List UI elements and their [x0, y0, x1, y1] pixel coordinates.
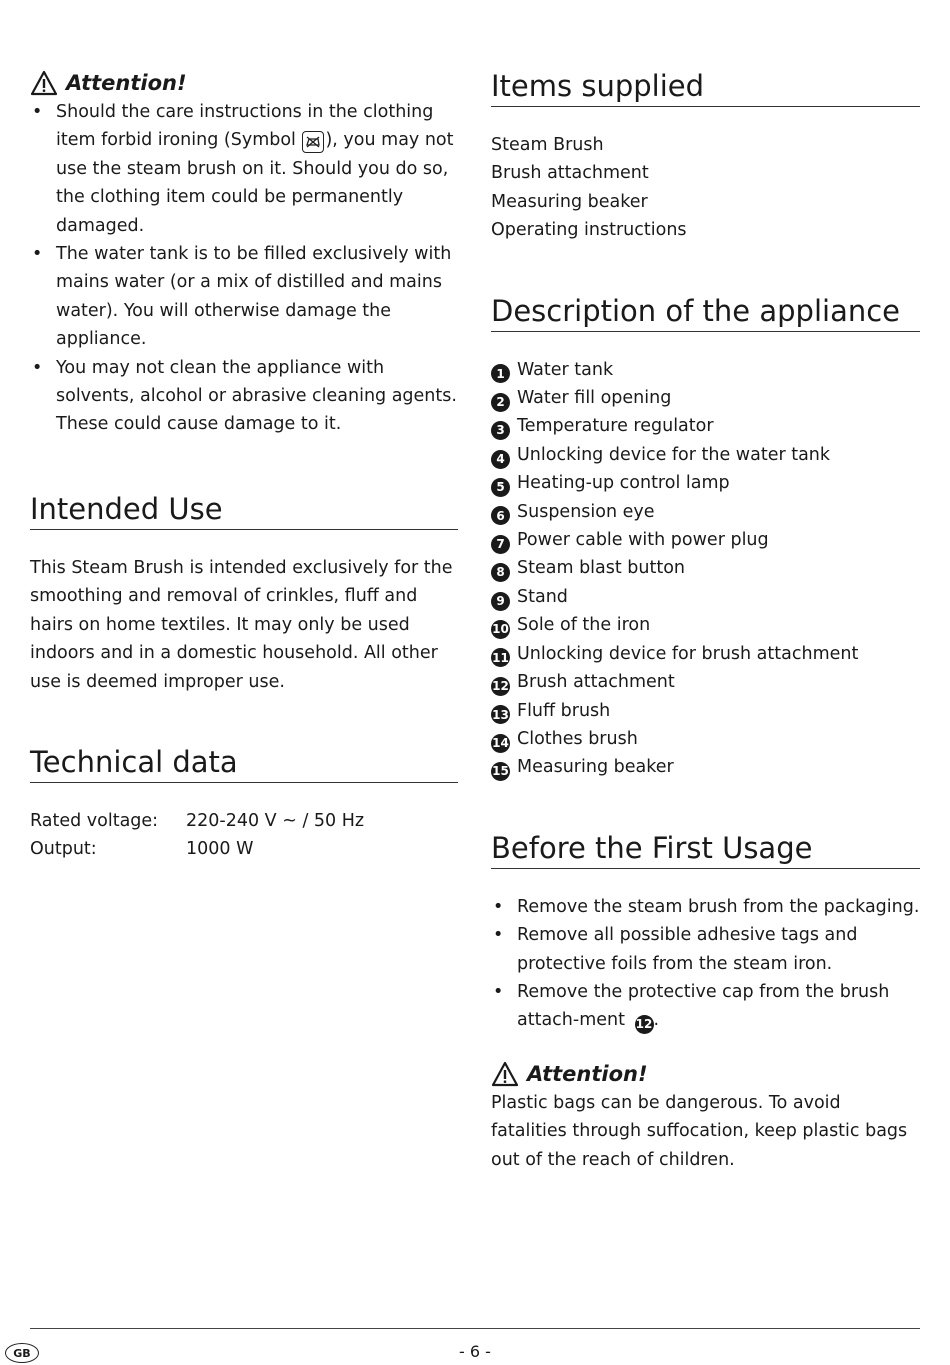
- list-item: • Remove the steam brush from the packaging.: [491, 893, 920, 921]
- number-badge: 13: [491, 705, 510, 724]
- list-item: [491, 583, 920, 611]
- list-item: Measuring beaker: [491, 191, 648, 212]
- part-label: Sole of the iron: [517, 615, 651, 636]
- first-usage-heading: Before the First Usage: [491, 830, 920, 869]
- part-label: Stand: [517, 586, 568, 607]
- number-badge: 1: [491, 364, 510, 383]
- part-label: Measuring beaker: [517, 757, 674, 778]
- part-label: Temperature regulator: [517, 416, 714, 437]
- list-item: [491, 498, 920, 526]
- list-item: [491, 668, 920, 696]
- list-item: [491, 384, 920, 412]
- intended-use-text: This Steam Brush is intended exclusively for the smoothing and removal of crinkles, fluff and hairs on home textiles. It may only be used indoors and in a domestic household. All other use is deemed improper use.: [30, 557, 453, 692]
- bullet-text: ), you may not use the steam brush on it. Should you do so, the clothing item could be permanently damaged.: [56, 130, 454, 236]
- left-column: [30, 68, 458, 864]
- number-badge: 9: [491, 592, 510, 611]
- bullet-text: .: [653, 1010, 660, 1031]
- parts-list: [491, 356, 920, 782]
- number-badge: 11: [491, 648, 510, 667]
- list-item: [491, 356, 920, 384]
- attention-heading: [491, 1059, 920, 1089]
- attention-text: Plastic bags can be dangerous. To avoid fatalities through suffocation, keep plastic bags out of the reach of children.: [491, 1092, 908, 1170]
- part-label: Suspension eye: [517, 501, 655, 522]
- number-badge: 14: [491, 734, 510, 753]
- number-badge: 5: [491, 478, 510, 497]
- technical-data-table: [30, 807, 364, 864]
- list-item: [491, 526, 920, 554]
- part-label: Brush attachment: [517, 672, 675, 693]
- no-ironing-icon: [302, 131, 324, 153]
- first-usage-bullets: [491, 893, 920, 1035]
- part-label: Water fill opening: [517, 388, 672, 409]
- number-badge: 8: [491, 563, 510, 582]
- list-item: [491, 978, 920, 1035]
- list-item: Brush attachment: [491, 163, 649, 184]
- list-item: [491, 697, 920, 725]
- part-label: Clothes brush: [517, 728, 638, 749]
- bullet-text: Remove the protective cap from the brush attach-ment: [517, 981, 890, 1031]
- part-label: Power cable with power plug: [517, 530, 769, 551]
- technical-data-heading: Technical data: [30, 744, 458, 783]
- tech-label: Output:: [30, 839, 97, 860]
- attention-title: Attention!: [66, 71, 187, 95]
- attention-heading: [30, 68, 458, 98]
- language-badge: GB: [5, 1343, 39, 1363]
- number-badge: 4: [491, 450, 510, 469]
- bullet-text: Should the care instructions in the clothing item forbid ironing (Symbol: [56, 102, 434, 151]
- part-label: Fluff brush: [517, 700, 611, 721]
- intended-use-heading: Intended Use: [30, 491, 458, 530]
- number-badge: 7: [491, 535, 510, 554]
- tech-value: 220-240 V ~ / 50 Hz: [186, 810, 365, 831]
- list-item: [491, 554, 920, 582]
- warning-triangle-icon: [30, 70, 60, 96]
- list-item: [491, 640, 920, 668]
- part-label: Water tank: [517, 359, 614, 380]
- number-badge: 12: [635, 1015, 654, 1034]
- part-label: Unlocking device for the water tank: [517, 444, 831, 465]
- attention-title: Attention!: [527, 1061, 648, 1086]
- list-item: Operating instructions: [491, 220, 687, 241]
- list-item: Steam Brush: [491, 135, 604, 155]
- attention-bullet: • You may not clean the appliance with solvents, alcohol or abrasive cleaning agents. These could cause damage to it.: [30, 354, 458, 439]
- number-badge: 3: [491, 421, 510, 440]
- table-row: [30, 835, 364, 863]
- attention-bullets: [30, 98, 458, 439]
- footer-divider: [30, 1328, 920, 1329]
- page-number: - 6 -: [459, 1342, 491, 1361]
- list-item: [491, 725, 920, 753]
- right-column: [491, 68, 920, 1174]
- number-badge: 2: [491, 393, 510, 412]
- attention-bullet: • The water tank is to be filled exclusively with mains water (or a mix of distilled and mains water). You will otherwise damage the appliance.: [30, 240, 458, 354]
- tech-value: 1000 W: [186, 839, 254, 860]
- number-badge: 15: [491, 762, 510, 781]
- attention-notice-2: [491, 1059, 920, 1174]
- tech-label: Rated voltage:: [30, 810, 159, 831]
- number-badge: 12: [491, 677, 510, 696]
- part-label: Unlocking device for brush attachment: [517, 643, 859, 664]
- attention-bullet: [30, 98, 458, 240]
- table-row: [30, 807, 364, 835]
- number-badge: 6: [491, 506, 510, 525]
- list-item: [491, 441, 920, 469]
- number-badge: 10: [491, 620, 510, 639]
- items-supplied-list: [491, 131, 920, 245]
- attention-notice-1: [30, 68, 458, 439]
- description-heading: Description of the appliance: [491, 293, 920, 332]
- list-item: [491, 611, 920, 639]
- part-label: Heating-up control lamp: [517, 473, 730, 494]
- warning-triangle-icon: [491, 1061, 521, 1087]
- list-item: [491, 469, 920, 497]
- list-item: [491, 753, 920, 781]
- list-item: • Remove all possible adhesive tags and protective foils from the steam iron.: [491, 921, 920, 978]
- part-label: Steam blast button: [517, 558, 686, 579]
- list-item: [491, 412, 920, 440]
- items-supplied-heading: Items supplied: [491, 68, 920, 107]
